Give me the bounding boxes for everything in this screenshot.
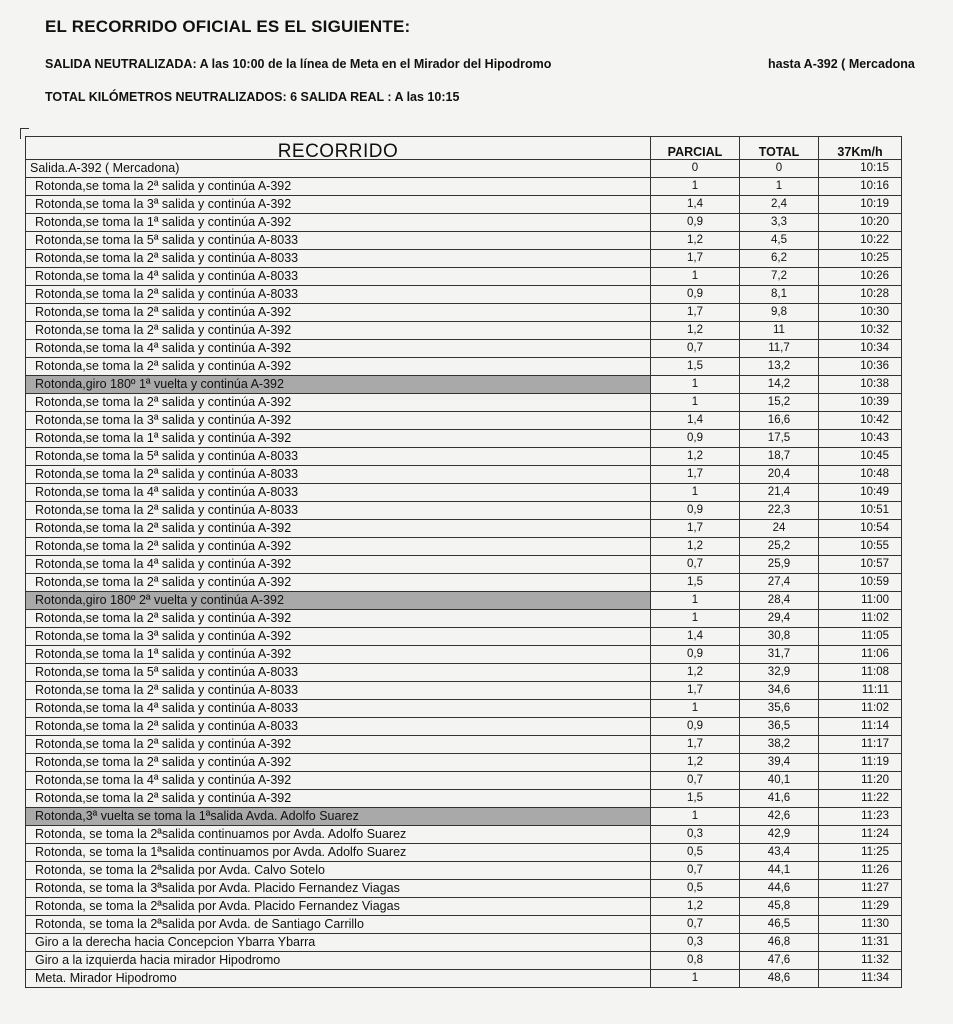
total-km-cell: 6,2 bbox=[740, 250, 819, 268]
neutralized-start-line: SALIDA NEUTRALIZADA: A las 10:00 de la línea de Meta en el Mirador del Hipodromo bbox=[45, 57, 552, 71]
total-km-cell: 48,6 bbox=[740, 970, 819, 988]
partial-km-cell: 1,4 bbox=[651, 196, 740, 214]
time-cell: 10:15 bbox=[819, 160, 902, 178]
table-row bbox=[26, 286, 902, 304]
route-step-cell: Rotonda,se toma la 2ª salida y continúa A-8033 bbox=[26, 682, 651, 700]
partial-km-cell: 1,7 bbox=[651, 304, 740, 322]
partial-km-cell: 1,7 bbox=[651, 520, 740, 538]
time-cell: 11:17 bbox=[819, 736, 902, 754]
table-row bbox=[26, 268, 902, 286]
partial-km-cell: 0,9 bbox=[651, 646, 740, 664]
route-step-cell: Rotonda,se toma la 2ª salida y continúa A-392 bbox=[26, 610, 651, 628]
route-step-cell: Rotonda,se toma la 4ª salida y continúa A-8033 bbox=[26, 700, 651, 718]
table-row bbox=[26, 358, 902, 376]
route-table-body bbox=[26, 160, 902, 988]
route-step-cell: Rotonda, se toma la 3ªsalida por Avda. Placido Fernandez Viagas bbox=[26, 880, 651, 898]
neutralized-until-line: hasta A-392 ( Mercadona bbox=[768, 57, 915, 71]
partial-km-cell: 1,4 bbox=[651, 412, 740, 430]
table-row bbox=[26, 196, 902, 214]
table-row bbox=[26, 376, 902, 394]
partial-km-cell: 0,7 bbox=[651, 916, 740, 934]
table-row bbox=[26, 232, 902, 250]
time-cell: 10:32 bbox=[819, 322, 902, 340]
total-km-cell: 9,8 bbox=[740, 304, 819, 322]
time-cell: 11:29 bbox=[819, 898, 902, 916]
route-step-cell: Rotonda,se toma la 2ª salida y continúa A-8033 bbox=[26, 718, 651, 736]
time-cell: 10:54 bbox=[819, 520, 902, 538]
table-row bbox=[26, 646, 902, 664]
route-step-cell: Rotonda, se toma la 2ªsalida continuamos por Avda. Adolfo Suarez bbox=[26, 826, 651, 844]
partial-km-cell: 0,7 bbox=[651, 556, 740, 574]
partial-column-header: PARCIAL bbox=[651, 137, 740, 160]
route-step-cell: Giro a la derecha hacia Concepcion Ybarra Ybarra bbox=[26, 934, 651, 952]
total-km-cell: 43,4 bbox=[740, 844, 819, 862]
table-row bbox=[26, 340, 902, 358]
total-km-cell: 41,6 bbox=[740, 790, 819, 808]
table-row bbox=[26, 898, 902, 916]
route-step-cell: Rotonda,se toma la 5ª salida y continúa A-8033 bbox=[26, 448, 651, 466]
time-cell: 11:30 bbox=[819, 916, 902, 934]
partial-km-cell: 0,5 bbox=[651, 880, 740, 898]
total-km-cell: 4,5 bbox=[740, 232, 819, 250]
table-row bbox=[26, 970, 902, 988]
partial-km-cell: 1 bbox=[651, 610, 740, 628]
table-row bbox=[26, 448, 902, 466]
total-km-cell: 38,2 bbox=[740, 736, 819, 754]
route-step-cell: Rotonda, se toma la 2ªsalida por Avda. Calvo Sotelo bbox=[26, 862, 651, 880]
partial-km-cell: 1,7 bbox=[651, 250, 740, 268]
partial-km-cell: 0,9 bbox=[651, 718, 740, 736]
time-cell: 11:00 bbox=[819, 592, 902, 610]
partial-km-cell: 1 bbox=[651, 808, 740, 826]
table-row bbox=[26, 628, 902, 646]
total-km-cell: 29,4 bbox=[740, 610, 819, 628]
time-cell: 10:26 bbox=[819, 268, 902, 286]
time-cell: 11:31 bbox=[819, 934, 902, 952]
route-step-cell: Rotonda,se toma la 4ª salida y continúa A-392 bbox=[26, 556, 651, 574]
total-km-cell: 45,8 bbox=[740, 898, 819, 916]
partial-km-cell: 1,7 bbox=[651, 736, 740, 754]
route-step-cell: Rotonda,3ª vuelta se toma la 1ªsalida Avda. Adolfo Suarez bbox=[26, 808, 651, 826]
total-km-cell: 8,1 bbox=[740, 286, 819, 304]
route-step-cell: Rotonda,se toma la 5ª salida y continúa A-8033 bbox=[26, 664, 651, 682]
total-km-cell: 11,7 bbox=[740, 340, 819, 358]
time-cell: 10:25 bbox=[819, 250, 902, 268]
table-row bbox=[26, 718, 902, 736]
route-step-cell: Rotonda,se toma la 2ª salida y continúa A-392 bbox=[26, 304, 651, 322]
total-km-cell: 18,7 bbox=[740, 448, 819, 466]
route-step-cell: Rotonda,se toma la 2ª salida y continúa A-392 bbox=[26, 520, 651, 538]
time-cell: 11:08 bbox=[819, 664, 902, 682]
time-cell: 10:42 bbox=[819, 412, 902, 430]
partial-km-cell: 1,7 bbox=[651, 682, 740, 700]
partial-km-cell: 1,2 bbox=[651, 322, 740, 340]
time-cell: 10:51 bbox=[819, 502, 902, 520]
total-km-cell: 46,8 bbox=[740, 934, 819, 952]
partial-km-cell: 1 bbox=[651, 178, 740, 196]
time-cell: 10:34 bbox=[819, 340, 902, 358]
total-km-cell: 27,4 bbox=[740, 574, 819, 592]
partial-km-cell: 1,2 bbox=[651, 898, 740, 916]
time-cell: 10:28 bbox=[819, 286, 902, 304]
partial-km-cell: 1,5 bbox=[651, 358, 740, 376]
table-header-row bbox=[26, 137, 902, 160]
time-cell: 11:02 bbox=[819, 610, 902, 628]
table-row bbox=[26, 466, 902, 484]
partial-km-cell: 0,8 bbox=[651, 952, 740, 970]
table-row bbox=[26, 592, 902, 610]
route-step-cell: Giro a la izquierda hacia mirador Hipodromo bbox=[26, 952, 651, 970]
time-cell: 10:36 bbox=[819, 358, 902, 376]
partial-km-cell: 1 bbox=[651, 970, 740, 988]
time-cell: 11:11 bbox=[819, 682, 902, 700]
total-km-cell: 30,8 bbox=[740, 628, 819, 646]
table-row bbox=[26, 556, 902, 574]
table-row bbox=[26, 664, 902, 682]
total-km-cell: 1 bbox=[740, 178, 819, 196]
total-km-cell: 16,6 bbox=[740, 412, 819, 430]
total-km-cell: 2,4 bbox=[740, 196, 819, 214]
route-step-cell: Rotonda,se toma la 2ª salida y continúa A-392 bbox=[26, 790, 651, 808]
time-cell: 11:24 bbox=[819, 826, 902, 844]
total-km-cell: 28,4 bbox=[740, 592, 819, 610]
table-row bbox=[26, 916, 902, 934]
total-km-cell: 34,6 bbox=[740, 682, 819, 700]
route-step-cell: Rotonda, se toma la 2ªsalida por Avda. Placido Fernandez Viagas bbox=[26, 898, 651, 916]
table-row bbox=[26, 790, 902, 808]
partial-km-cell: 1 bbox=[651, 394, 740, 412]
route-table bbox=[25, 136, 902, 988]
total-km-cell: 25,9 bbox=[740, 556, 819, 574]
table-row bbox=[26, 772, 902, 790]
route-step-cell: Rotonda,giro 180º 2ª vuelta y continúa A-392 bbox=[26, 592, 651, 610]
neutralized-km-line: TOTAL KILÓMETROS NEUTRALIZADOS: 6 SALIDA REAL : A las 10:15 bbox=[45, 90, 460, 104]
total-km-cell: 0 bbox=[740, 160, 819, 178]
total-km-cell: 13,2 bbox=[740, 358, 819, 376]
partial-km-cell: 1,2 bbox=[651, 448, 740, 466]
table-row bbox=[26, 430, 902, 448]
total-km-cell: 44,1 bbox=[740, 862, 819, 880]
total-km-cell: 46,5 bbox=[740, 916, 819, 934]
time-cell: 11:06 bbox=[819, 646, 902, 664]
time-cell: 11:32 bbox=[819, 952, 902, 970]
time-cell: 10:39 bbox=[819, 394, 902, 412]
table-row bbox=[26, 538, 902, 556]
partial-km-cell: 1 bbox=[651, 484, 740, 502]
time-cell: 10:19 bbox=[819, 196, 902, 214]
route-step-cell: Rotonda,se toma la 2ª salida y continúa A-8033 bbox=[26, 466, 651, 484]
table-row bbox=[26, 520, 902, 538]
document-title: EL RECORRIDO OFICIAL ES EL SIGUIENTE: bbox=[45, 17, 411, 36]
total-km-cell: 25,2 bbox=[740, 538, 819, 556]
time-cell: 11:14 bbox=[819, 718, 902, 736]
route-step-cell: Rotonda, se toma la 2ªsalida por Avda. de Santiago Carrillo bbox=[26, 916, 651, 934]
partial-km-cell: 1 bbox=[651, 376, 740, 394]
total-km-cell: 11 bbox=[740, 322, 819, 340]
partial-km-cell: 0,9 bbox=[651, 430, 740, 448]
route-step-cell: Rotonda,se toma la 2ª salida y continúa A-392 bbox=[26, 736, 651, 754]
route-step-cell: Rotonda,se toma la 4ª salida y continúa A-392 bbox=[26, 772, 651, 790]
partial-km-cell: 1,4 bbox=[651, 628, 740, 646]
time-cell: 10:38 bbox=[819, 376, 902, 394]
route-step-cell: Rotonda,se toma la 2ª salida y continúa A-8033 bbox=[26, 502, 651, 520]
table-row bbox=[26, 574, 902, 592]
total-km-cell: 39,4 bbox=[740, 754, 819, 772]
total-km-cell: 36,5 bbox=[740, 718, 819, 736]
partial-km-cell: 0,9 bbox=[651, 502, 740, 520]
total-km-cell: 7,2 bbox=[740, 268, 819, 286]
table-row bbox=[26, 304, 902, 322]
time-cell: 10:59 bbox=[819, 574, 902, 592]
table-row bbox=[26, 934, 902, 952]
route-step-cell: Rotonda,se toma la 4ª salida y continúa A-8033 bbox=[26, 268, 651, 286]
route-step-cell: Rotonda,se toma la 2ª salida y continúa A-8033 bbox=[26, 250, 651, 268]
total-column-header: TOTAL bbox=[740, 137, 819, 160]
time-cell: 11:26 bbox=[819, 862, 902, 880]
partial-km-cell: 1,2 bbox=[651, 232, 740, 250]
time-cell: 11:34 bbox=[819, 970, 902, 988]
partial-km-cell: 0,9 bbox=[651, 214, 740, 232]
time-cell: 11:02 bbox=[819, 700, 902, 718]
time-cell: 10:48 bbox=[819, 466, 902, 484]
route-step-cell: Meta. Mirador Hipodromo bbox=[26, 970, 651, 988]
table-row bbox=[26, 754, 902, 772]
table-row bbox=[26, 808, 902, 826]
table-row bbox=[26, 952, 902, 970]
time-cell: 11:23 bbox=[819, 808, 902, 826]
table-row bbox=[26, 700, 902, 718]
total-km-cell: 31,7 bbox=[740, 646, 819, 664]
total-km-cell: 32,9 bbox=[740, 664, 819, 682]
partial-km-cell: 1,2 bbox=[651, 538, 740, 556]
total-km-cell: 20,4 bbox=[740, 466, 819, 484]
route-step-cell: Rotonda,se toma la 5ª salida y continúa A-8033 bbox=[26, 232, 651, 250]
time-cell: 11:05 bbox=[819, 628, 902, 646]
table-row bbox=[26, 826, 902, 844]
time-cell: 10:30 bbox=[819, 304, 902, 322]
partial-km-cell: 1,5 bbox=[651, 574, 740, 592]
route-step-cell: Rotonda,se toma la 2ª salida y continúa A-392 bbox=[26, 178, 651, 196]
total-km-cell: 35,6 bbox=[740, 700, 819, 718]
table-row bbox=[26, 862, 902, 880]
total-km-cell: 3,3 bbox=[740, 214, 819, 232]
total-km-cell: 17,5 bbox=[740, 430, 819, 448]
time-cell: 10:43 bbox=[819, 430, 902, 448]
table-row bbox=[26, 178, 902, 196]
time-cell: 11:20 bbox=[819, 772, 902, 790]
route-step-cell: Rotonda,se toma la 2ª salida y continúa A-8033 bbox=[26, 286, 651, 304]
route-step-cell: Rotonda,se toma la 3ª salida y continúa A-392 bbox=[26, 196, 651, 214]
table-row bbox=[26, 502, 902, 520]
total-km-cell: 42,9 bbox=[740, 826, 819, 844]
route-step-cell: Salida.A-392 ( Mercadona) bbox=[26, 160, 651, 178]
partial-km-cell: 1,5 bbox=[651, 790, 740, 808]
partial-km-cell: 1,7 bbox=[651, 466, 740, 484]
total-km-cell: 24 bbox=[740, 520, 819, 538]
table-row bbox=[26, 322, 902, 340]
partial-km-cell: 0,7 bbox=[651, 862, 740, 880]
route-step-cell: Rotonda,se toma la 2ª salida y continúa A-392 bbox=[26, 358, 651, 376]
table-row bbox=[26, 412, 902, 430]
partial-km-cell: 0,3 bbox=[651, 826, 740, 844]
table-row bbox=[26, 844, 902, 862]
route-step-cell: Rotonda,se toma la 2ª salida y continúa A-392 bbox=[26, 574, 651, 592]
time-cell: 11:27 bbox=[819, 880, 902, 898]
partial-km-cell: 1,2 bbox=[651, 754, 740, 772]
total-km-cell: 44,6 bbox=[740, 880, 819, 898]
table-row bbox=[26, 484, 902, 502]
route-step-cell: Rotonda,se toma la 2ª salida y continúa A-392 bbox=[26, 754, 651, 772]
route-step-cell: Rotonda,se toma la 2ª salida y continúa A-392 bbox=[26, 322, 651, 340]
route-step-cell: Rotonda,se toma la 1ª salida y continúa A-392 bbox=[26, 646, 651, 664]
total-km-cell: 47,6 bbox=[740, 952, 819, 970]
partial-km-cell: 1 bbox=[651, 268, 740, 286]
table-row bbox=[26, 682, 902, 700]
table-row bbox=[26, 214, 902, 232]
partial-km-cell: 0,7 bbox=[651, 340, 740, 358]
partial-km-cell: 1 bbox=[651, 700, 740, 718]
time-cell: 11:19 bbox=[819, 754, 902, 772]
route-step-cell: Rotonda,se toma la 1ª salida y continúa A-392 bbox=[26, 214, 651, 232]
route-step-cell: Rotonda, se toma la 1ªsalida continuamos por Avda. Adolfo Suarez bbox=[26, 844, 651, 862]
route-step-cell: Rotonda,se toma la 4ª salida y continúa A-8033 bbox=[26, 484, 651, 502]
total-km-cell: 42,6 bbox=[740, 808, 819, 826]
route-step-cell: Rotonda,giro 180º 1ª vuelta y continúa A-392 bbox=[26, 376, 651, 394]
total-km-cell: 15,2 bbox=[740, 394, 819, 412]
route-step-cell: Rotonda,se toma la 2ª salida y continúa A-392 bbox=[26, 394, 651, 412]
speed-column-header: 37Km/h bbox=[819, 137, 902, 160]
partial-km-cell: 0,5 bbox=[651, 844, 740, 862]
route-step-cell: Rotonda,se toma la 2ª salida y continúa A-392 bbox=[26, 538, 651, 556]
table-row bbox=[26, 394, 902, 412]
time-cell: 10:55 bbox=[819, 538, 902, 556]
route-step-cell: Rotonda,se toma la 3ª salida y continúa A-392 bbox=[26, 412, 651, 430]
total-km-cell: 21,4 bbox=[740, 484, 819, 502]
route-step-cell: Rotonda,se toma la 4ª salida y continúa A-392 bbox=[26, 340, 651, 358]
time-cell: 10:49 bbox=[819, 484, 902, 502]
time-cell: 11:22 bbox=[819, 790, 902, 808]
partial-km-cell: 0,3 bbox=[651, 934, 740, 952]
route-column-header: RECORRIDO bbox=[26, 137, 651, 160]
route-step-cell: Rotonda,se toma la 1ª salida y continúa A-392 bbox=[26, 430, 651, 448]
partial-km-cell: 0 bbox=[651, 160, 740, 178]
time-cell: 10:57 bbox=[819, 556, 902, 574]
table-row bbox=[26, 160, 902, 178]
partial-km-cell: 1 bbox=[651, 592, 740, 610]
total-km-cell: 40,1 bbox=[740, 772, 819, 790]
time-cell: 10:45 bbox=[819, 448, 902, 466]
total-km-cell: 22,3 bbox=[740, 502, 819, 520]
partial-km-cell: 1,2 bbox=[651, 664, 740, 682]
time-cell: 10:16 bbox=[819, 178, 902, 196]
partial-km-cell: 0,9 bbox=[651, 286, 740, 304]
table-row bbox=[26, 736, 902, 754]
total-km-cell: 14,2 bbox=[740, 376, 819, 394]
table-row bbox=[26, 610, 902, 628]
table-row bbox=[26, 880, 902, 898]
route-step-cell: Rotonda,se toma la 3ª salida y continúa A-392 bbox=[26, 628, 651, 646]
table-row bbox=[26, 250, 902, 268]
partial-km-cell: 0,7 bbox=[651, 772, 740, 790]
time-cell: 10:22 bbox=[819, 232, 902, 250]
time-cell: 11:25 bbox=[819, 844, 902, 862]
time-cell: 10:20 bbox=[819, 214, 902, 232]
